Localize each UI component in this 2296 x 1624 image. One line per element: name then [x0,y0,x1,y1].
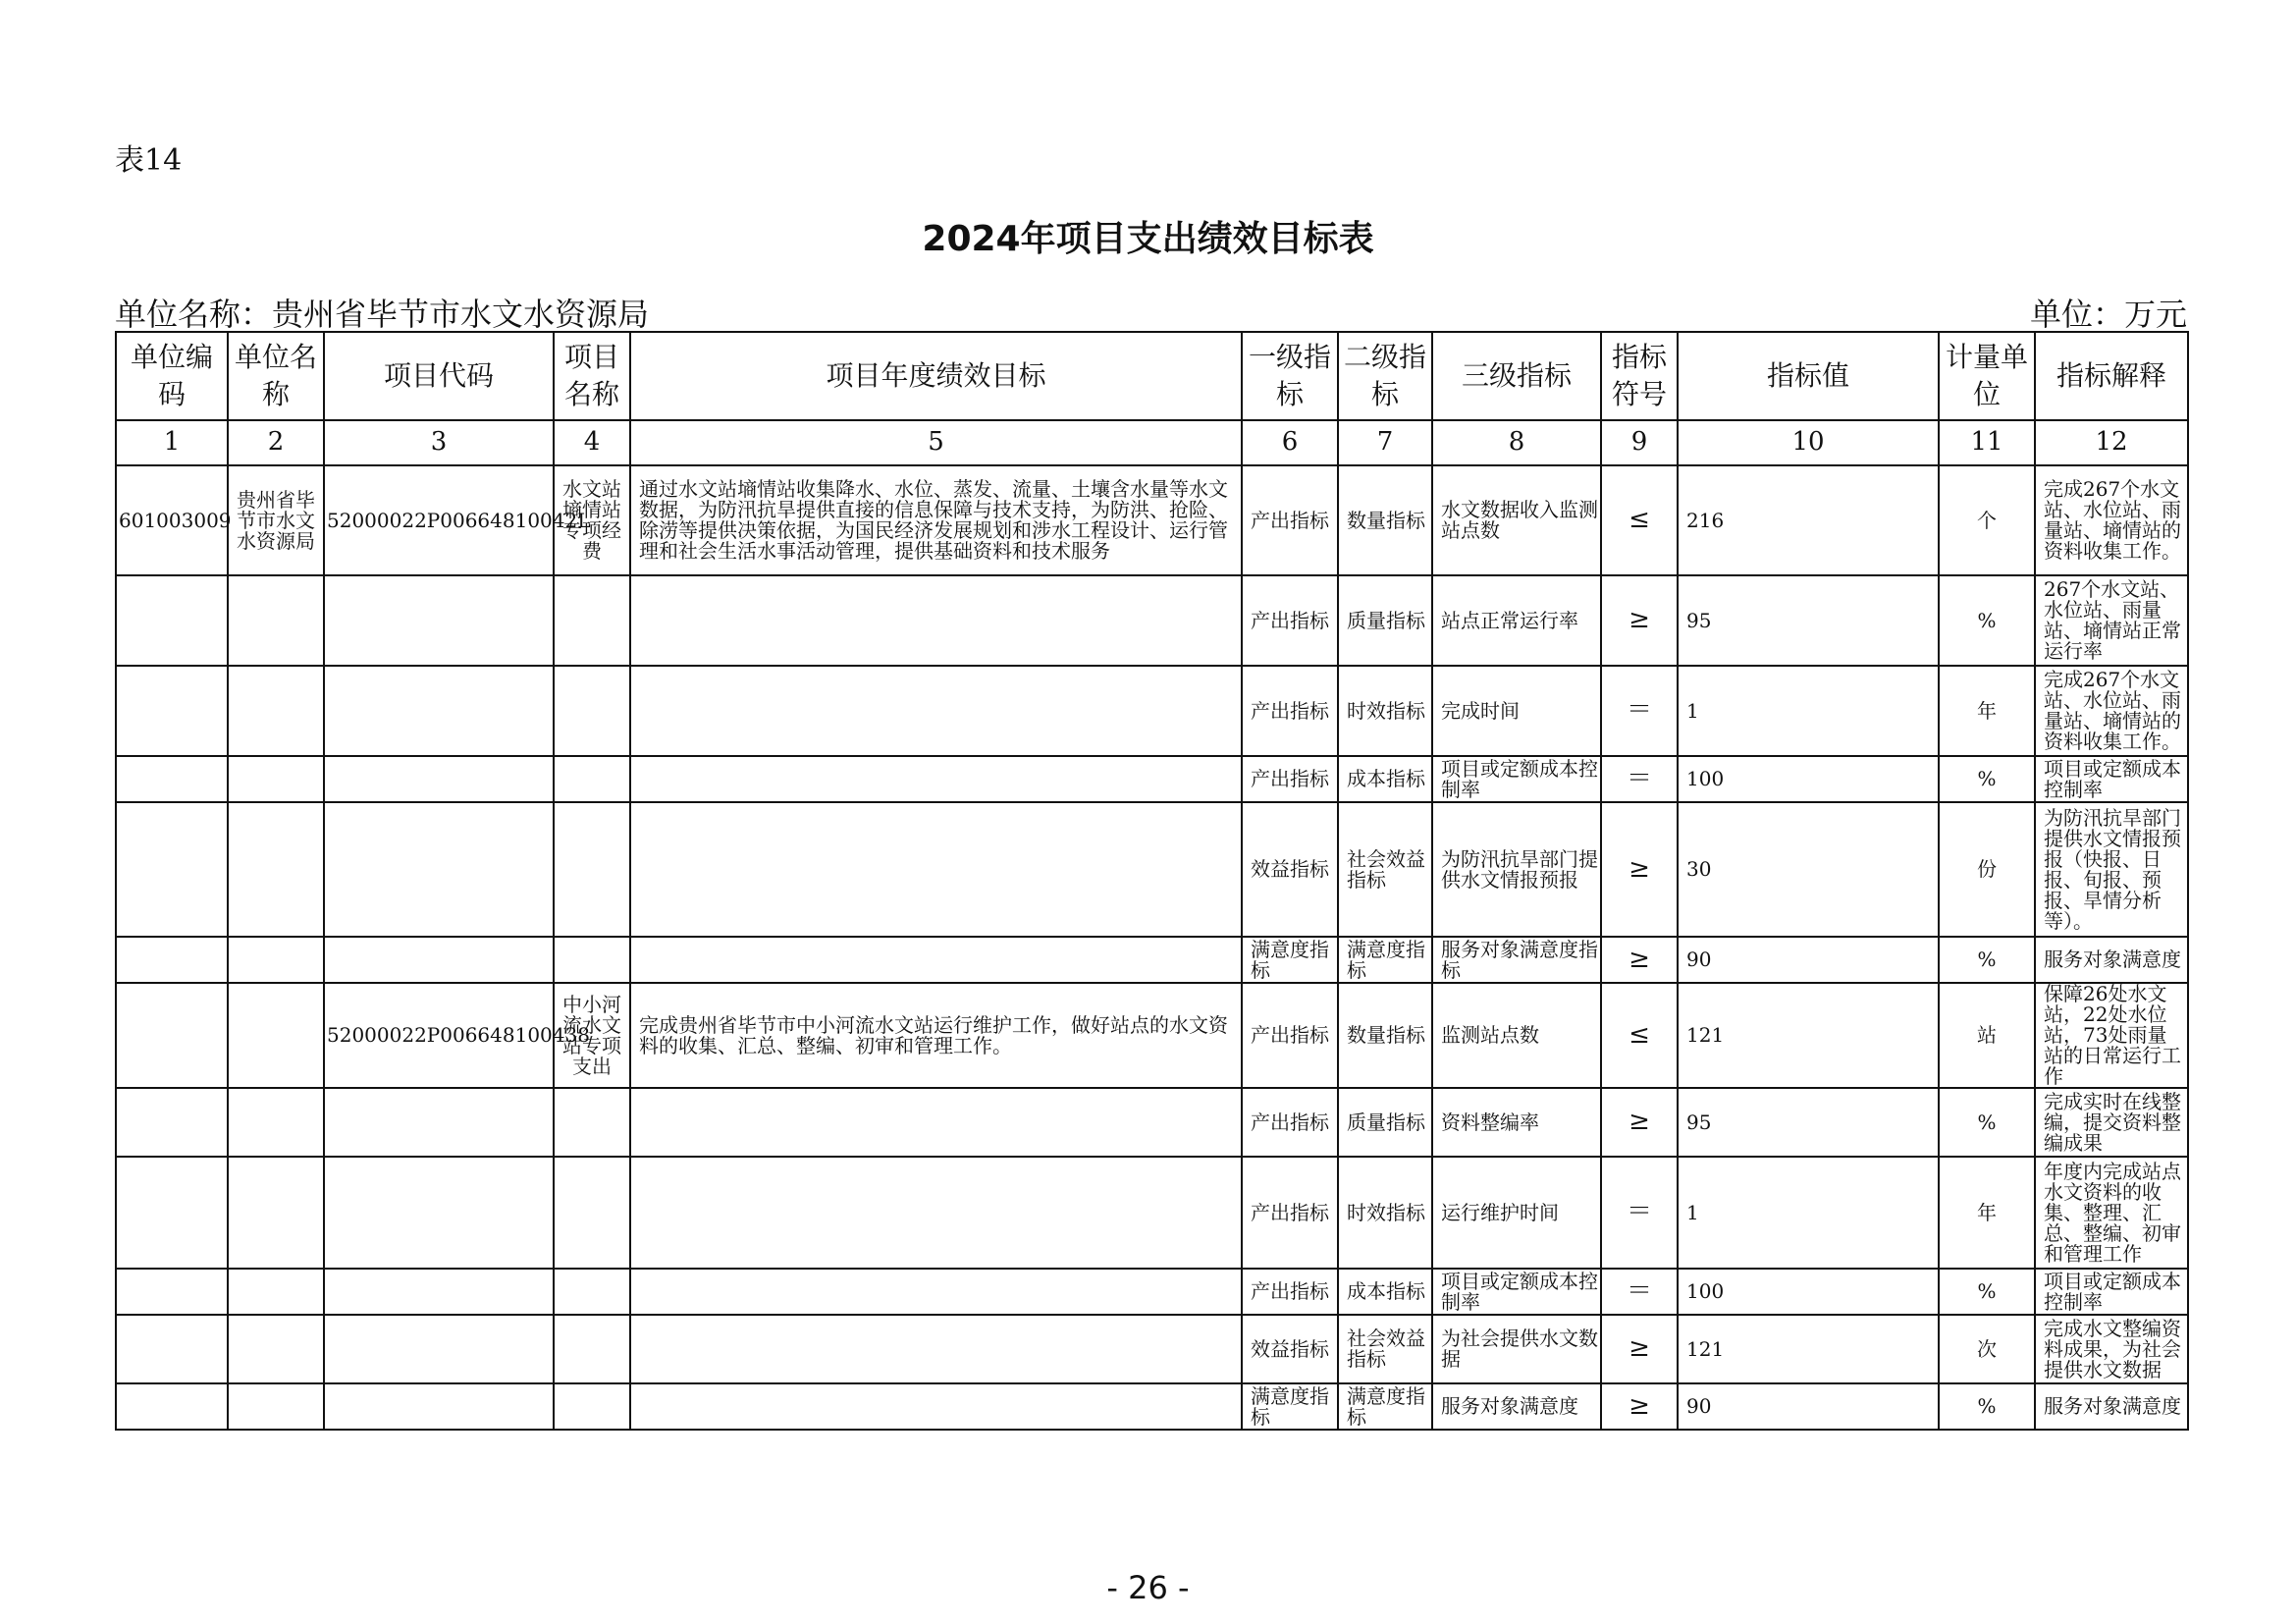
level1-indicator-cell: 产出指标 [1242,1157,1338,1269]
project-code-cell: 52000022P006648100438 [324,983,554,1088]
indicator-explanation-cell: 服务对象满意度 [2035,937,2188,983]
level2-indicator-cell: 社会效益指标 [1338,1315,1432,1383]
indicator-explanation-cell: 项目或定额成本控制率 [2035,1269,2188,1315]
unit-name-cell [228,666,324,756]
document-title: 2024年项目支出绩效目标表 [922,219,1374,259]
level3-indicator-cell: 运行维护时间 [1432,1157,1601,1269]
column-number: 7 [1338,420,1432,465]
table-row [116,1383,2188,1430]
level1-indicator-cell: 产出指标 [1242,1088,1338,1157]
indicator-symbol-cell: ＝ [1601,756,1678,802]
project-code-cell [324,802,554,937]
unit-code-cell [116,1383,228,1430]
unit-name: 单位名称：贵州省毕节市水文水资源局 [115,296,650,333]
project-code-cell [324,1315,554,1383]
level2-indicator-cell: 数量指标 [1338,465,1432,575]
level3-indicator-cell: 为防汛抗旱部门提供水文情报预报 [1432,802,1601,937]
level1-indicator-cell: 产出指标 [1242,465,1338,575]
header-cell: 指标符号 [1601,332,1678,420]
annual-goal-cell [630,937,1242,983]
level3-indicator-cell: 完成时间 [1432,666,1601,756]
level3-indicator-cell: 资料整编率 [1432,1088,1601,1157]
project-code-cell [324,1269,554,1315]
column-number: 1 [116,420,228,465]
indicator-symbol-cell: ≥ [1601,1383,1678,1430]
indicator-explanation-cell: 完成267个水文站、水位站、雨量站、墒情站的资料收集工作。 [2035,666,2188,756]
indicator-value-cell: 100 [1678,756,1939,802]
level3-indicator-cell: 水文数据收入监测站点数 [1432,465,1601,575]
unit-code-cell [116,756,228,802]
unit-name-cell [228,756,324,802]
project-code-cell [324,1383,554,1430]
header-cell: 一级指标 [1242,332,1338,420]
unit-name-cell: 贵州省毕节市水文水资源局 [228,465,324,575]
measure-unit-cell: 次 [1939,1315,2035,1383]
annual-goal-cell [630,666,1242,756]
annual-goal-cell [630,756,1242,802]
level1-indicator-cell: 满意度指标 [1242,937,1338,983]
level3-indicator-cell: 服务对象满意度 [1432,1383,1601,1430]
indicator-explanation-cell: 完成实时在线整编，提交资料整编成果 [2035,1088,2188,1157]
measure-unit-cell: 年 [1939,666,2035,756]
indicator-value-cell: 30 [1678,802,1939,937]
project-name-cell [554,1157,630,1269]
annual-goal-cell [630,1157,1242,1269]
annual-goal-cell [630,802,1242,937]
indicator-symbol-cell: ＝ [1601,1157,1678,1269]
table-row [116,575,2188,666]
column-number: 2 [228,420,324,465]
measure-unit-cell: % [1939,1383,2035,1430]
header-cell: 单位名称 [228,332,324,420]
unit-code-cell [116,983,228,1088]
project-name-cell [554,1269,630,1315]
indicator-value-cell: 216 [1678,465,1939,575]
project-name-cell [554,1315,630,1383]
project-code-cell [324,1157,554,1269]
column-number: 4 [554,420,630,465]
table-row [116,1315,2188,1383]
indicator-explanation-cell: 服务对象满意度 [2035,1383,2188,1430]
measure-unit-cell: % [1939,1088,2035,1157]
level3-indicator-cell: 项目或定额成本控制率 [1432,756,1601,802]
table-row [116,802,2188,937]
header-cell: 单位编码 [116,332,228,420]
level1-indicator-cell: 产出指标 [1242,756,1338,802]
level2-indicator-cell: 质量指标 [1338,575,1432,666]
project-name-cell: 水文站墒情站专项经费 [554,465,630,575]
unit-name-cell [228,802,324,937]
level2-indicator-cell: 满意度指标 [1338,937,1432,983]
measure-unit-cell: 份 [1939,802,2035,937]
column-number: 6 [1242,420,1338,465]
project-name-cell [554,802,630,937]
level3-indicator-cell: 站点正常运行率 [1432,575,1601,666]
level2-indicator-cell: 社会效益指标 [1338,802,1432,937]
project-code-cell [324,756,554,802]
table-row [116,1269,2188,1315]
indicator-value-cell: 95 [1678,1088,1939,1157]
project-name-cell [554,937,630,983]
unit-name-cell [228,983,324,1088]
column-number: 9 [1601,420,1678,465]
table-row [116,937,2188,983]
level1-indicator-cell: 产出指标 [1242,983,1338,1088]
unit-name-cell [228,575,324,666]
header-cell: 计量单位 [1939,332,2035,420]
level1-indicator-cell: 效益指标 [1242,1315,1338,1383]
indicator-explanation-cell: 完成水文整编资料成果，为社会提供水文数据 [2035,1315,2188,1383]
indicator-explanation-cell: 项目或定额成本控制率 [2035,756,2188,802]
unit-name-cell [228,1383,324,1430]
table-row [116,983,2188,1088]
indicator-symbol-cell: ＝ [1601,666,1678,756]
indicator-symbol-cell: ＝ [1601,1269,1678,1315]
unit-name-cell [228,1315,324,1383]
table-row [116,666,2188,756]
project-code-cell [324,937,554,983]
header-cell: 三级指标 [1432,332,1601,420]
level1-indicator-cell: 满意度指标 [1242,1383,1338,1430]
header-cell: 指标值 [1678,332,1939,420]
column-number: 3 [324,420,554,465]
level2-indicator-cell: 满意度指标 [1338,1383,1432,1430]
project-name-cell [554,1383,630,1430]
level1-indicator-cell: 效益指标 [1242,802,1338,937]
header-cell: 项目名称 [554,332,630,420]
measure-unit-cell: 个 [1939,465,2035,575]
indicator-symbol-cell: ≤ [1601,983,1678,1088]
level3-indicator-cell: 服务对象满意度指标 [1432,937,1601,983]
indicator-value-cell: 100 [1678,1269,1939,1315]
level2-indicator-cell: 成本指标 [1338,1269,1432,1315]
indicator-value-cell: 121 [1678,983,1939,1088]
level2-indicator-cell: 成本指标 [1338,756,1432,802]
indicator-value-cell: 95 [1678,575,1939,666]
project-code-cell [324,666,554,756]
unit-code-cell [116,1157,228,1269]
annual-goal-cell [630,575,1242,666]
header-cell: 项目代码 [324,332,554,420]
column-number: 10 [1678,420,1939,465]
project-code-cell: 52000022P00664810042L [324,465,554,575]
level3-indicator-cell: 项目或定额成本控制率 [1432,1269,1601,1315]
unit-code-cell [116,937,228,983]
indicator-value-cell: 1 [1678,666,1939,756]
level2-indicator-cell: 质量指标 [1338,1088,1432,1157]
indicator-symbol-cell: ≥ [1601,575,1678,666]
project-code-cell [324,575,554,666]
column-number: 5 [630,420,1242,465]
table-label: 表14 [115,143,183,178]
project-name-cell [554,666,630,756]
page-number: - 26 - [1106,1569,1190,1606]
table-row [116,1157,2188,1269]
indicator-explanation-cell: 267个水文站、水位站、雨量站、墒情站正常运行率 [2035,575,2188,666]
annual-goal-cell [630,1383,1242,1430]
column-number: 8 [1432,420,1601,465]
indicator-value-cell: 121 [1678,1315,1939,1383]
unit-name-cell [228,1157,324,1269]
unit-code-cell [116,1269,228,1315]
indicator-explanation-cell: 年度内完成站点水文资料的收集、整理、汇总、整编、初审和管理工作 [2035,1157,2188,1269]
indicator-symbol-cell: ≥ [1601,1088,1678,1157]
annual-goal-cell [630,1088,1242,1157]
indicator-symbol-cell: ≥ [1601,1315,1678,1383]
indicator-symbol-cell: ≥ [1601,802,1678,937]
unit-code-cell [116,1088,228,1157]
measure-unit-cell: 年 [1939,1157,2035,1269]
measure-unit-cell: % [1939,756,2035,802]
header-cell: 二级指标 [1338,332,1432,420]
measure-unit-cell: % [1939,575,2035,666]
header-cell: 指标解释 [2035,332,2188,420]
unit-code-cell [116,1315,228,1383]
level3-indicator-cell: 为社会提供水文数据 [1432,1315,1601,1383]
indicator-explanation-cell: 完成267个水文站、水位站、雨量站、墒情站的资料收集工作。 [2035,465,2188,575]
header-cell: 项目年度绩效目标 [630,332,1242,420]
indicator-symbol-cell: ≤ [1601,465,1678,575]
level1-indicator-cell: 产出指标 [1242,666,1338,756]
table-row [116,756,2188,802]
unit-code-cell: 601003009 [116,465,228,575]
unit-code-cell [116,575,228,666]
unit-code-cell [116,802,228,937]
project-name-cell [554,575,630,666]
project-code-cell [324,1088,554,1157]
indicator-value-cell: 90 [1678,1383,1939,1430]
header-row [116,332,2188,420]
column-number: 11 [1939,420,2035,465]
measure-unit-cell: % [1939,1269,2035,1315]
annual-goal-cell [630,1269,1242,1315]
column-number-row [116,420,2188,465]
table-body [116,465,2188,1430]
indicator-explanation-cell: 保障26处水文站，22处水位站，73处雨量站的日常运行工作 [2035,983,2188,1088]
measure-unit-cell: 站 [1939,983,2035,1088]
level2-indicator-cell: 时效指标 [1338,1157,1432,1269]
level1-indicator-cell: 产出指标 [1242,575,1338,666]
indicator-value-cell: 1 [1678,1157,1939,1269]
table-row [116,1088,2188,1157]
indicator-symbol-cell: ≥ [1601,937,1678,983]
indicator-explanation-cell: 为防汛抗旱部门提供水文情报预报（快报、日报、旬报、预报、旱情分析等）。 [2035,802,2188,937]
unit-of-measure: 单位：万元 [2029,296,2187,333]
level2-indicator-cell: 时效指标 [1338,666,1432,756]
project-name-cell [554,1088,630,1157]
level2-indicator-cell: 数量指标 [1338,983,1432,1088]
annual-goal-cell: 完成贵州省毕节市中小河流水文站运行维护工作，做好站点的水文资料的收集、汇总、整编、初审和管理工作。 [630,983,1242,1088]
table-row [116,465,2188,575]
performance-target-table [115,331,2189,1431]
unit-name-cell [228,1269,324,1315]
annual-goal-cell [630,1315,1242,1383]
annual-goal-cell: 通过水文站墒情站收集降水、水位、蒸发、流量、土壤含水量等水文数据，为防汛抗旱提供直接的信息保障与技术支持，为防洪、抢险、除涝等提供决策依据，为国民经济发展规划和涉水工程设计、运行管理和社会生活水事活动管理，提供基础资料和技术服务 [630,465,1242,575]
level3-indicator-cell: 监测站点数 [1432,983,1601,1088]
unit-code-cell [116,666,228,756]
column-number: 12 [2035,420,2188,465]
indicator-value-cell: 90 [1678,937,1939,983]
project-name-cell: 中小河流水文站专项支出 [554,983,630,1088]
unit-name-cell [228,937,324,983]
measure-unit-cell: % [1939,937,2035,983]
level1-indicator-cell: 产出指标 [1242,1269,1338,1315]
unit-name-cell [228,1088,324,1157]
project-name-cell [554,756,630,802]
